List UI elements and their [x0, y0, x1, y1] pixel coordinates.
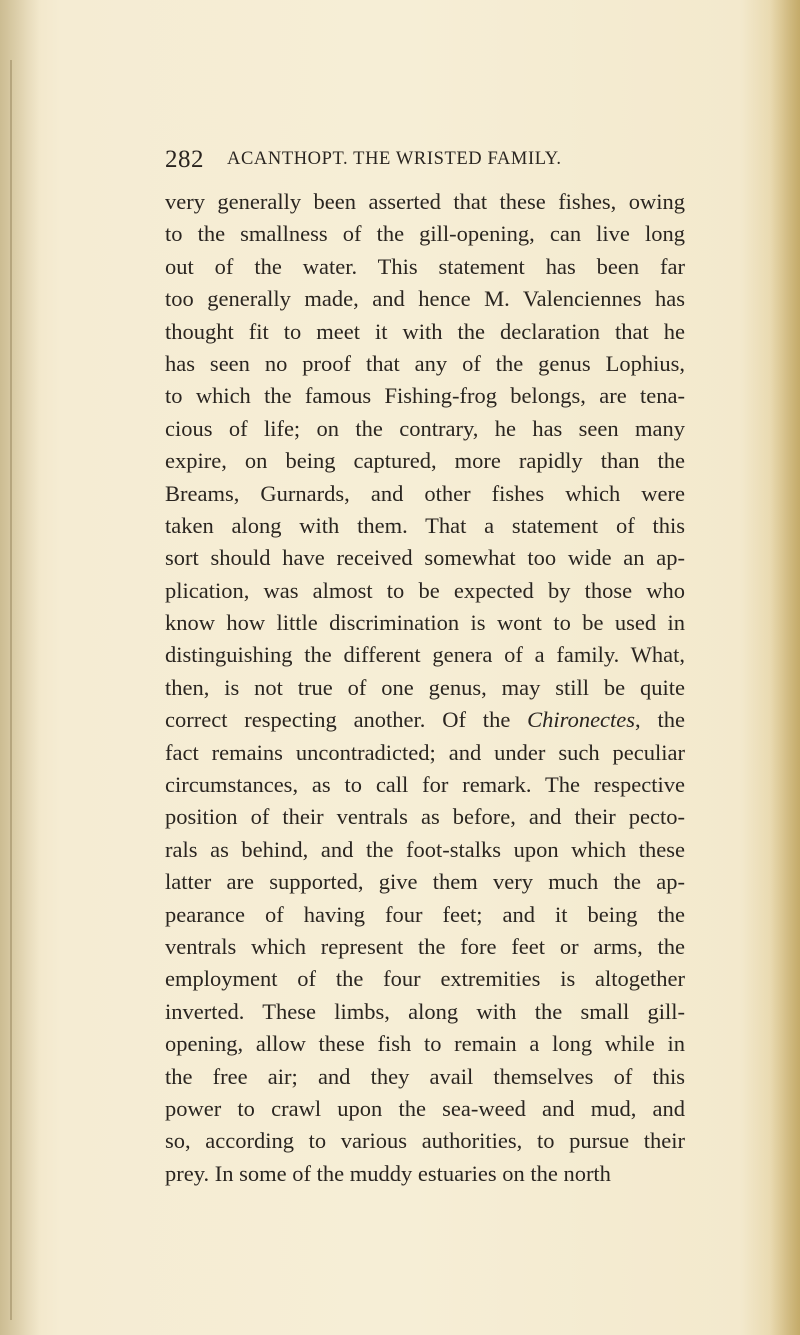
text-line: latter are supported, give them very much the ap- [165, 869, 685, 895]
text-line: fact remains uncontradicted; and under such peculiar [165, 739, 685, 765]
text-line: expire, on being captured, more rapidly than the [165, 448, 685, 474]
text-line: sort should have received somewhat too wide an ap- [165, 545, 685, 571]
text-line: power to crawl upon the sea-weed and mud, and [165, 1095, 685, 1121]
text-line: rals as behind, and the foot-stalks upon which these [165, 836, 685, 862]
spine-shadow [0, 0, 40, 1335]
text-line: plication, was almost to be expected by those who [165, 577, 685, 603]
text-line: to the smallness of the gill-opening, can live long [165, 221, 685, 247]
running-head: ACANTHOPT. THE WRISTED FAMILY. [227, 149, 562, 169]
text-line: taken along with them. That a statement of this [165, 512, 685, 538]
text-line: employment of the four extremities is altogether [165, 966, 685, 992]
text-line: know how little discrimination is wont to be used in [165, 610, 685, 636]
text-line: prey. In some of the muddy estuaries on the north [165, 1160, 611, 1186]
page-edge-shadow [770, 0, 800, 1335]
page-header [165, 146, 685, 176]
text-segment: , the [635, 707, 685, 733]
text-line: to which the famous Fishing-frog belongs, are tena- [165, 383, 685, 409]
text-line: distinguishing the different genera of a family. What, [165, 642, 685, 668]
text-line: Breams, Gurnards, and other fishes which were [165, 480, 685, 506]
text-line: then, is not true of one genus, may still be quite [165, 674, 685, 700]
text-line: circumstances, as to call for remark. The respective [165, 772, 685, 798]
text-line: the free air; and they avail themselves of this [165, 1063, 685, 1089]
text-line: cious of life; on the contrary, he has seen many [165, 415, 685, 441]
text-line: out of the water. This statement has been far [165, 253, 685, 279]
text-line: too generally made, and hence M. Valenciennes has [165, 286, 685, 312]
binding-edge-line [10, 60, 12, 1320]
text-line: so, according to various authorities, to pursue their [165, 1128, 685, 1154]
text-line: pearance of having four feet; and it being the [165, 901, 685, 927]
italic-genus-name: Chironectes [527, 707, 636, 733]
text-line-with-italic [165, 704, 685, 736]
text-line: position of their ventrals as before, and their pecto- [165, 804, 685, 830]
text-line: has seen no proof that any of the genus Lophius, [165, 350, 685, 376]
body-text [165, 186, 685, 1190]
text-line: very generally been asserted that these fishes, owing [165, 189, 685, 214]
text-segment: correct respecting another. Of the [165, 707, 528, 733]
page-number: 282 [165, 146, 204, 173]
text-line: opening, allow these fish to remain a long while in [165, 1031, 685, 1057]
text-line: thought fit to meet it with the declaration that he [165, 318, 685, 344]
text-line: inverted. These limbs, along with the small gill- [165, 998, 685, 1024]
text-line: ventrals which represent the fore feet or arms, the [165, 933, 685, 959]
